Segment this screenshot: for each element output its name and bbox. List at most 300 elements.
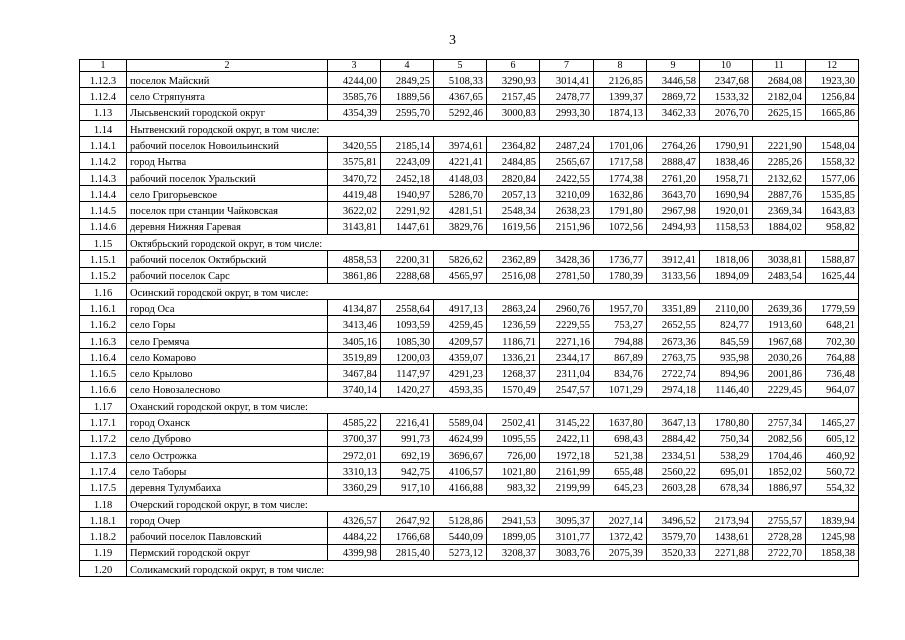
row-code: 1.20 (80, 560, 127, 576)
value-cell: 1146,40 (700, 381, 753, 397)
value-cell: 1256,84 (806, 88, 859, 104)
value-cell: 2625,15 (753, 104, 806, 120)
row-name: село Григорьевское (127, 186, 328, 202)
value-cell: 2173,94 (700, 512, 753, 528)
value-cell: 4209,57 (434, 332, 487, 348)
value-cell: 2291,92 (381, 202, 434, 218)
value-cell: 1336,21 (487, 349, 540, 365)
value-cell: 2132,62 (753, 169, 806, 185)
value-cell: 2502,41 (487, 414, 540, 430)
value-cell: 1147,97 (381, 365, 434, 381)
value-cell: 2271,88 (700, 544, 753, 560)
value-cell: 824,77 (700, 316, 753, 332)
value-cell: 1548,04 (806, 137, 859, 153)
table-row (80, 316, 859, 332)
value-cell: 2285,26 (753, 153, 806, 169)
value-cell: 2027,14 (594, 512, 647, 528)
column-header: 9 (647, 60, 700, 72)
value-cell: 2157,45 (487, 88, 540, 104)
value-cell: 2076,70 (700, 104, 753, 120)
table-row (80, 381, 859, 397)
row-code: 1.16.5 (80, 365, 127, 381)
table-row (80, 120, 859, 136)
value-cell: 2487,24 (540, 137, 594, 153)
value-cell: 698,43 (594, 430, 647, 446)
value-cell: 1570,49 (487, 381, 540, 397)
value-cell: 1818,06 (700, 251, 753, 267)
value-cell: 2757,34 (753, 414, 806, 430)
value-cell: 1958,71 (700, 169, 753, 185)
value-cell: 692,19 (381, 446, 434, 462)
value-cell: 1886,97 (753, 479, 806, 495)
table-row (80, 495, 859, 511)
value-cell: 2548,34 (487, 202, 540, 218)
value-cell: 942,75 (381, 463, 434, 479)
value-cell: 1889,56 (381, 88, 434, 104)
value-cell: 867,89 (594, 349, 647, 365)
value-cell: 1923,30 (806, 72, 859, 88)
row-name: рабочий поселок Сарс (127, 267, 328, 283)
value-cell: 5826,62 (434, 251, 487, 267)
value-cell: 1920,01 (700, 202, 753, 218)
value-cell: 3579,70 (647, 528, 700, 544)
table-row (80, 479, 859, 495)
row-code: 1.17.1 (80, 414, 127, 430)
row-code: 1.16.6 (80, 381, 127, 397)
column-header: 12 (806, 60, 859, 72)
value-cell: 3520,33 (647, 544, 700, 560)
table-row (80, 153, 859, 169)
value-cell: 2673,36 (647, 332, 700, 348)
value-cell: 4917,13 (434, 300, 487, 316)
value-cell: 1071,29 (594, 381, 647, 397)
value-cell: 2185,14 (381, 137, 434, 153)
row-name: село Новозалесново (127, 381, 328, 397)
value-cell: 4221,41 (434, 153, 487, 169)
value-cell: 964,07 (806, 381, 859, 397)
value-cell: 3133,56 (647, 267, 700, 283)
value-cell: 1967,68 (753, 332, 806, 348)
value-cell: 3290,93 (487, 72, 540, 88)
value-cell: 2647,92 (381, 512, 434, 528)
row-code: 1.14.2 (80, 153, 127, 169)
row-code: 1.16 (80, 283, 127, 299)
value-cell: 2558,64 (381, 300, 434, 316)
value-cell: 1577,06 (806, 169, 859, 185)
value-cell: 3647,13 (647, 414, 700, 430)
table-row (80, 446, 859, 462)
value-cell: 1665,86 (806, 104, 859, 120)
value-cell: 1790,91 (700, 137, 753, 153)
value-cell: 3861,86 (328, 267, 381, 283)
value-cell: 3208,37 (487, 544, 540, 560)
value-cell: 554,32 (806, 479, 859, 495)
table-row (80, 430, 859, 446)
value-cell: 2221,90 (753, 137, 806, 153)
value-cell: 3000,83 (487, 104, 540, 120)
value-cell: 1717,58 (594, 153, 647, 169)
section-heading: Октябрьский городской округ, в том числе: (127, 234, 859, 250)
value-cell: 2941,53 (487, 512, 540, 528)
value-cell: 4354,39 (328, 104, 381, 120)
value-cell: 4593,35 (434, 381, 487, 397)
value-cell: 2722,74 (647, 365, 700, 381)
row-code: 1.14.1 (80, 137, 127, 153)
value-cell: 3014,41 (540, 72, 594, 88)
row-name: Лысьвенский городской округ (127, 104, 328, 120)
value-cell: 5589,04 (434, 414, 487, 430)
value-cell: 1780,39 (594, 267, 647, 283)
row-code: 1.16.3 (80, 332, 127, 348)
value-cell: 3974,61 (434, 137, 487, 153)
value-cell: 3038,81 (753, 251, 806, 267)
table-row (80, 349, 859, 365)
value-cell: 1420,27 (381, 381, 434, 397)
column-header: 10 (700, 60, 753, 72)
column-header: 7 (540, 60, 594, 72)
value-cell: 1535,85 (806, 186, 859, 202)
value-cell: 3575,81 (328, 153, 381, 169)
value-cell: 2781,50 (540, 267, 594, 283)
value-cell: 2422,11 (540, 430, 594, 446)
column-header: 3 (328, 60, 381, 72)
table-row (80, 137, 859, 153)
row-name: город Нытва (127, 153, 328, 169)
value-cell: 834,76 (594, 365, 647, 381)
value-cell: 5286,70 (434, 186, 487, 202)
value-cell: 1200,03 (381, 349, 434, 365)
value-cell: 2869,72 (647, 88, 700, 104)
row-code: 1.13 (80, 104, 127, 120)
value-cell: 764,88 (806, 349, 859, 365)
value-cell: 2082,56 (753, 430, 806, 446)
value-cell: 1447,61 (381, 218, 434, 234)
value-cell: 4166,88 (434, 479, 487, 495)
value-cell: 4399,98 (328, 544, 381, 560)
value-cell: 2182,04 (753, 88, 806, 104)
value-cell: 2483,54 (753, 267, 806, 283)
value-cell: 2764,26 (647, 137, 700, 153)
value-cell: 2243,09 (381, 153, 434, 169)
table-row (80, 300, 859, 316)
value-cell: 3467,84 (328, 365, 381, 381)
value-cell: 2057,13 (487, 186, 540, 202)
value-cell: 2815,40 (381, 544, 434, 560)
section-heading: Осинский городской округ, в том числе: (127, 283, 859, 299)
value-cell: 983,32 (487, 479, 540, 495)
row-code: 1.17.3 (80, 446, 127, 462)
value-cell: 521,38 (594, 446, 647, 462)
value-cell: 1588,87 (806, 251, 859, 267)
row-code: 1.17.5 (80, 479, 127, 495)
table-row (80, 283, 859, 299)
value-cell: 2560,22 (647, 463, 700, 479)
row-name: село Стряпунята (127, 88, 328, 104)
value-cell: 1072,56 (594, 218, 647, 234)
value-cell: 2001,86 (753, 365, 806, 381)
table-row (80, 512, 859, 528)
value-cell: 1095,55 (487, 430, 540, 446)
column-header: 11 (753, 60, 806, 72)
value-cell: 1884,02 (753, 218, 806, 234)
value-cell: 4148,03 (434, 169, 487, 185)
row-code: 1.18 (80, 495, 127, 511)
value-cell: 2974,18 (647, 381, 700, 397)
value-cell: 1780,80 (700, 414, 753, 430)
value-cell: 2271,16 (540, 332, 594, 348)
row-code: 1.14.5 (80, 202, 127, 218)
value-cell: 2722,70 (753, 544, 806, 560)
value-cell: 678,34 (700, 479, 753, 495)
value-cell: 605,12 (806, 430, 859, 446)
value-cell: 4291,23 (434, 365, 487, 381)
value-cell: 1972,18 (540, 446, 594, 462)
value-cell: 3622,02 (328, 202, 381, 218)
value-cell: 2334,51 (647, 446, 700, 462)
row-name: деревня Нижняя Гаревая (127, 218, 328, 234)
value-cell: 560,72 (806, 463, 859, 479)
value-cell: 5128,86 (434, 512, 487, 528)
row-name: село Горы (127, 316, 328, 332)
value-cell: 1399,37 (594, 88, 647, 104)
value-cell: 2547,57 (540, 381, 594, 397)
value-cell: 2199,99 (540, 479, 594, 495)
value-cell: 4281,51 (434, 202, 487, 218)
value-cell: 3405,16 (328, 332, 381, 348)
value-cell: 2884,42 (647, 430, 700, 446)
value-cell: 3145,22 (540, 414, 594, 430)
value-cell: 5108,33 (434, 72, 487, 88)
value-cell: 1913,60 (753, 316, 806, 332)
value-cell: 2638,23 (540, 202, 594, 218)
row-name: Пермский городской округ (127, 544, 328, 560)
value-cell: 736,48 (806, 365, 859, 381)
value-cell: 2484,85 (487, 153, 540, 169)
value-cell: 3095,37 (540, 512, 594, 528)
value-cell: 1874,13 (594, 104, 647, 120)
value-cell: 1085,30 (381, 332, 434, 348)
value-cell: 1236,59 (487, 316, 540, 332)
table-row (80, 463, 859, 479)
value-cell: 1899,05 (487, 528, 540, 544)
row-name: рабочий поселок Октябрьский (127, 251, 328, 267)
value-cell: 2422,55 (540, 169, 594, 185)
row-code: 1.18.1 (80, 512, 127, 528)
value-cell: 4624,99 (434, 430, 487, 446)
value-cell: 2565,67 (540, 153, 594, 169)
data-table (79, 59, 859, 577)
value-cell: 2229,45 (753, 381, 806, 397)
table-row (80, 218, 859, 234)
row-name: село Комарово (127, 349, 328, 365)
value-cell: 4134,87 (328, 300, 381, 316)
value-cell: 655,48 (594, 463, 647, 479)
row-name: село Острожка (127, 446, 328, 462)
column-header: 5 (434, 60, 487, 72)
value-cell: 2110,00 (700, 300, 753, 316)
value-cell: 2603,28 (647, 479, 700, 495)
value-cell: 1838,46 (700, 153, 753, 169)
value-cell: 1438,61 (700, 528, 753, 544)
table-row (80, 186, 859, 202)
row-code: 1.18.2 (80, 528, 127, 544)
row-name: поселок при станции Чайковская (127, 202, 328, 218)
row-name: рабочий поселок Новоильинский (127, 137, 328, 153)
column-header: 8 (594, 60, 647, 72)
value-cell: 726,00 (487, 446, 540, 462)
section-heading: Очерский городской округ, в том числе: (127, 495, 859, 511)
row-code: 1.17.2 (80, 430, 127, 446)
section-heading: Оханский городской округ, в том числе: (127, 397, 859, 413)
row-name: рабочий поселок Павловский (127, 528, 328, 544)
value-cell: 2960,76 (540, 300, 594, 316)
table-row (80, 88, 859, 104)
value-cell: 894,96 (700, 365, 753, 381)
value-cell: 1619,56 (487, 218, 540, 234)
value-cell: 702,30 (806, 332, 859, 348)
value-cell: 3446,58 (647, 72, 700, 88)
value-cell: 2972,01 (328, 446, 381, 462)
value-cell: 2075,39 (594, 544, 647, 560)
section-heading: Соликамский городской округ, в том числе: (127, 560, 859, 576)
value-cell: 1093,59 (381, 316, 434, 332)
value-cell: 991,73 (381, 430, 434, 446)
value-cell: 4367,65 (434, 88, 487, 104)
value-cell: 2494,93 (647, 218, 700, 234)
value-cell: 958,82 (806, 218, 859, 234)
value-cell: 753,27 (594, 316, 647, 332)
value-cell: 2452,18 (381, 169, 434, 185)
value-cell: 3696,67 (434, 446, 487, 462)
value-cell: 4585,22 (328, 414, 381, 430)
value-cell: 2216,41 (381, 414, 434, 430)
row-name: село Таборы (127, 463, 328, 479)
value-cell: 2200,31 (381, 251, 434, 267)
value-cell: 2369,34 (753, 202, 806, 218)
value-cell: 695,01 (700, 463, 753, 479)
table-row (80, 251, 859, 267)
value-cell: 1643,83 (806, 202, 859, 218)
row-name: село Крылово (127, 365, 328, 381)
value-cell: 5273,12 (434, 544, 487, 560)
value-cell: 1690,94 (700, 186, 753, 202)
value-cell: 1158,53 (700, 218, 753, 234)
table-row (80, 104, 859, 120)
table-row (80, 365, 859, 381)
value-cell: 1766,68 (381, 528, 434, 544)
row-code: 1.12.4 (80, 88, 127, 104)
value-cell: 4106,57 (434, 463, 487, 479)
value-cell: 3083,76 (540, 544, 594, 560)
table-row (80, 528, 859, 544)
column-header: 1 (80, 60, 127, 72)
value-cell: 2888,47 (647, 153, 700, 169)
value-cell: 1558,32 (806, 153, 859, 169)
value-cell: 2478,77 (540, 88, 594, 104)
value-cell: 2311,04 (540, 365, 594, 381)
value-cell: 4484,22 (328, 528, 381, 544)
row-name: город Оса (127, 300, 328, 316)
value-cell: 2595,70 (381, 104, 434, 120)
value-cell: 750,34 (700, 430, 753, 446)
value-cell: 4419,48 (328, 186, 381, 202)
row-name: город Оханск (127, 414, 328, 430)
value-cell: 2362,89 (487, 251, 540, 267)
table-header-row (80, 60, 859, 72)
value-cell: 1245,98 (806, 528, 859, 544)
table-row (80, 544, 859, 560)
value-cell: 3740,14 (328, 381, 381, 397)
value-cell: 917,10 (381, 479, 434, 495)
row-name: село Гремяча (127, 332, 328, 348)
value-cell: 2161,99 (540, 463, 594, 479)
value-cell: 2761,20 (647, 169, 700, 185)
value-cell: 3829,76 (434, 218, 487, 234)
row-code: 1.15 (80, 234, 127, 250)
value-cell: 1791,80 (594, 202, 647, 218)
value-cell: 4326,57 (328, 512, 381, 528)
row-code: 1.14.6 (80, 218, 127, 234)
value-cell: 3643,70 (647, 186, 700, 202)
row-name: поселок Майский (127, 72, 328, 88)
row-code: 1.15.1 (80, 251, 127, 267)
value-cell: 1625,44 (806, 267, 859, 283)
column-header: 4 (381, 60, 434, 72)
value-cell: 1894,09 (700, 267, 753, 283)
value-cell: 2229,55 (540, 316, 594, 332)
value-cell: 1021,80 (487, 463, 540, 479)
row-code: 1.17 (80, 397, 127, 413)
value-cell: 3310,13 (328, 463, 381, 479)
value-cell: 2763,75 (647, 349, 700, 365)
value-cell: 1637,80 (594, 414, 647, 430)
value-cell: 2516,08 (487, 267, 540, 283)
value-cell: 2967,98 (647, 202, 700, 218)
table-row (80, 414, 859, 430)
value-cell: 5292,46 (434, 104, 487, 120)
value-cell: 1704,46 (753, 446, 806, 462)
value-cell: 3470,72 (328, 169, 381, 185)
row-code: 1.16.2 (80, 316, 127, 332)
value-cell: 4359,07 (434, 349, 487, 365)
row-code: 1.14.4 (80, 186, 127, 202)
value-cell: 1774,38 (594, 169, 647, 185)
value-cell: 3462,33 (647, 104, 700, 120)
table-row (80, 397, 859, 413)
value-cell: 3496,52 (647, 512, 700, 528)
value-cell: 5440,09 (434, 528, 487, 544)
value-cell: 3360,29 (328, 479, 381, 495)
value-cell: 4259,45 (434, 316, 487, 332)
value-cell: 2993,30 (540, 104, 594, 120)
table-body (80, 60, 859, 577)
value-cell: 2849,25 (381, 72, 434, 88)
value-cell: 3351,89 (647, 300, 700, 316)
value-cell: 3420,55 (328, 137, 381, 153)
value-cell: 3519,89 (328, 349, 381, 365)
value-cell: 3413,46 (328, 316, 381, 332)
value-cell: 460,92 (806, 446, 859, 462)
value-cell: 648,21 (806, 316, 859, 332)
value-cell: 3143,81 (328, 218, 381, 234)
value-cell: 1632,86 (594, 186, 647, 202)
page-number: 3 (449, 33, 456, 48)
value-cell: 3700,37 (328, 430, 381, 446)
value-cell: 845,59 (700, 332, 753, 348)
value-cell: 1533,32 (700, 88, 753, 104)
row-code: 1.17.4 (80, 463, 127, 479)
column-header: 6 (487, 60, 540, 72)
